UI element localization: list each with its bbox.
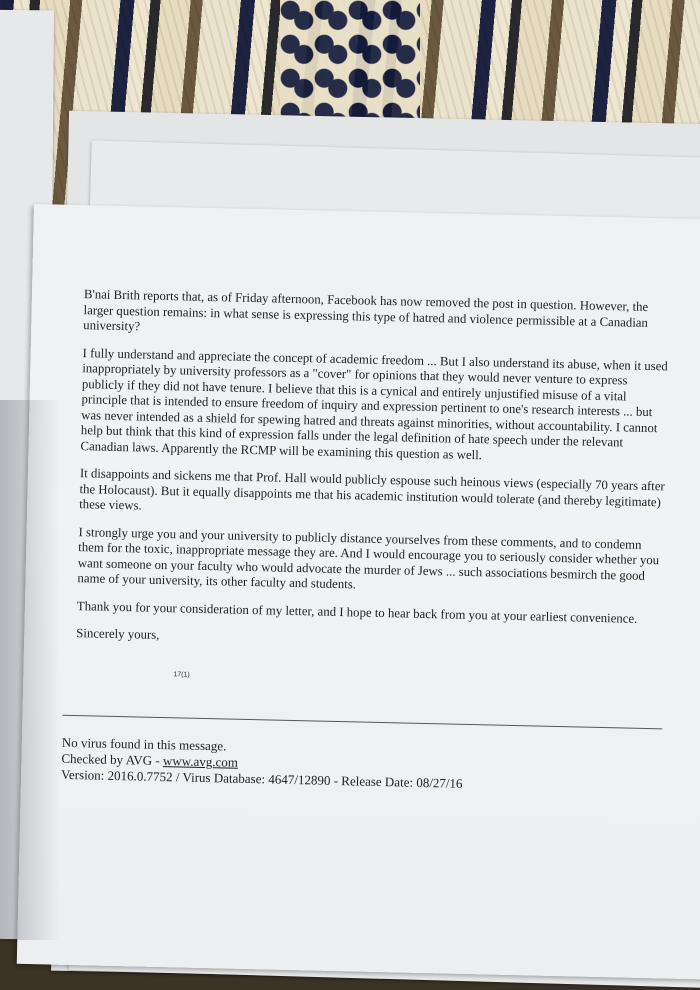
paragraph-disappoints: It disappoints and sickens me that Prof. Hall would publicly espouse such heinous views (especially 70 years after the Holocaust). But it equally disappoints me that his academic institution would tolerate (and thereby legitimate) these views. [79, 466, 665, 513]
paragraph-urge: I strongly urge you and your university to publicly distance yourselves from these comments, and to condemn them for the toxic, inappropriate message they are. And I would encourage you to seriously consider whether you want someone on your faculty who would advocate the murder of Jews ... such associations besmirch the good name of your university, its other faculty and students. [77, 524, 660, 592]
paragraph-bnai-brith: B'nai Brith reports that, as of Friday afternoon, Facebook has now removed the post in question. However, the larger question remains: in what sense is expressing this type of hatred and violence permissible at a Canadian university? [83, 287, 649, 334]
closing-signoff: Sincerely yours, [76, 626, 160, 642]
letter-page [17, 204, 700, 980]
avg-link[interactable]: www.avg.com [162, 753, 239, 770]
antivirus-footer [61, 735, 662, 797]
page-number: 17(1) [173, 671, 190, 679]
footer-checked-prefix: Checked by AVG - [61, 750, 164, 769]
footer-virus-line: No virus found in this message. [61, 734, 227, 754]
paragraph-thank-you: Thank you for your consideration of my letter, and I hope to hear back from you at your earliest convenience. [76, 598, 638, 626]
footer-divider [62, 715, 662, 730]
paragraph-academic-freedom: I fully understand and appreciate the concept of academic freedom ... But I also understand its abuse, when it used inappropriately by university professors as a "cover" for opinions that they would never venture to express publicly if they did not have tenure. I believe that this is a cynical and entirely unjustified misuse of a vital principle that is intended to ensure freedom of inquiry and expression pertinent to one's research interests ... but was never intended as a shield for spewing hatred and threats against minorities, without accountability. I cannot help but think that this kind of expression falls under the legal definition of hate speech under the relevant Canadian laws. Apparently the RCMP will be examining this question as well. [80, 345, 668, 462]
letter-body [76, 287, 674, 667]
page-shadow [0, 400, 60, 940]
footer-version-line: Version: 2016.0.7752 / Virus Database: 4647/12890 - Release Date: 08/27/16 [60, 766, 463, 791]
